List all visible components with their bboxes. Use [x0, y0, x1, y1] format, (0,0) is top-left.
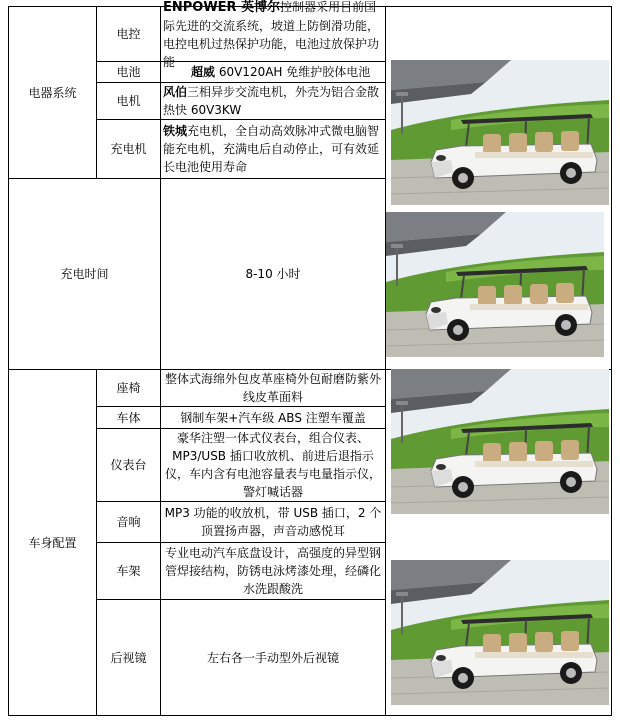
controller-label: 电控 — [116, 27, 141, 41]
audio-text: MP3 功能的收放机，带 USB 插口，2 个顶置扬声器，声音动感悦耳 — [164, 506, 382, 538]
battery-desc — [161, 62, 385, 82]
frame-desc — [161, 543, 385, 599]
controller-text: 控制器采用目前国际先进的交流系统，坡道上防倒滑功能，电控电机过热保护功能，电池过放保护功能 — [163, 0, 380, 69]
dashboard-label: 仪表台 — [110, 458, 147, 472]
cart-photo-1 — [391, 60, 609, 205]
audio-label: 音响 — [116, 515, 141, 529]
motor-desc — [161, 83, 385, 119]
body-label: 车体 — [116, 410, 141, 425]
battery-brand: 超威 — [191, 65, 216, 79]
charger-label: 充电机 — [110, 142, 147, 156]
battery-text: 60V120AH 免维护胶体电池 — [215, 65, 371, 79]
dashboard-desc — [161, 429, 385, 501]
body-text: 钢制车架+汽车级 ABS 注塑车覆盖 — [180, 410, 366, 425]
audio-desc — [161, 502, 385, 542]
charger-text: 充电机，全自动高效脉冲式微电脑智能充电机，充满电后自动停止，可有效延长电池使用寿命 — [163, 124, 380, 174]
motor-label: 电机 — [116, 94, 141, 108]
frame-text: 专业电动汽车底盘设计，高强度的异型钢管焊接结构，防锈电泳烤漆处理，经磷化水洗跟酸洗 — [164, 546, 381, 596]
body-desc — [161, 407, 385, 428]
dashboard-text: 豪华注塑一体式仪表台，组合仪表、MP3/USB 插口收放机、前进后退指示仪，车内含有电池容量表与电量指示仪，警灯喊话器 — [164, 431, 381, 499]
charger-brand: 铁城 — [163, 124, 188, 138]
mirror-desc: 左右各一手动型外后视镜 — [206, 650, 339, 665]
motor-brand: 风伯 — [163, 85, 188, 99]
seat-text: 整体式海绵外包皮革座椅外包耐磨防紫外线皮革面料 — [164, 372, 381, 404]
charge-time-value: 8-10 小时 — [245, 267, 301, 281]
charger-desc — [161, 120, 385, 178]
cart-photo-4 — [391, 560, 609, 705]
controller-brand: ENPOWER 英博尔 — [163, 0, 281, 15]
cart-photo-2 — [386, 212, 604, 357]
section-charge-time: 充电时间 — [60, 267, 109, 281]
controller-desc — [161, 0, 385, 69]
cart-photo-3 — [391, 369, 609, 514]
seat-label: 座椅 — [116, 381, 141, 395]
section-body-config: 车身配置 — [28, 535, 77, 550]
section-electrical: 电器系统 — [28, 85, 77, 100]
battery-label: 电池 — [116, 65, 141, 79]
frame-label: 车架 — [116, 564, 141, 578]
seat-desc — [161, 370, 385, 406]
motor-text: 三相异步交流电机，外壳为铝合金散热快 60V3KW — [163, 85, 380, 117]
mirror-label: 后视镜 — [110, 650, 147, 665]
